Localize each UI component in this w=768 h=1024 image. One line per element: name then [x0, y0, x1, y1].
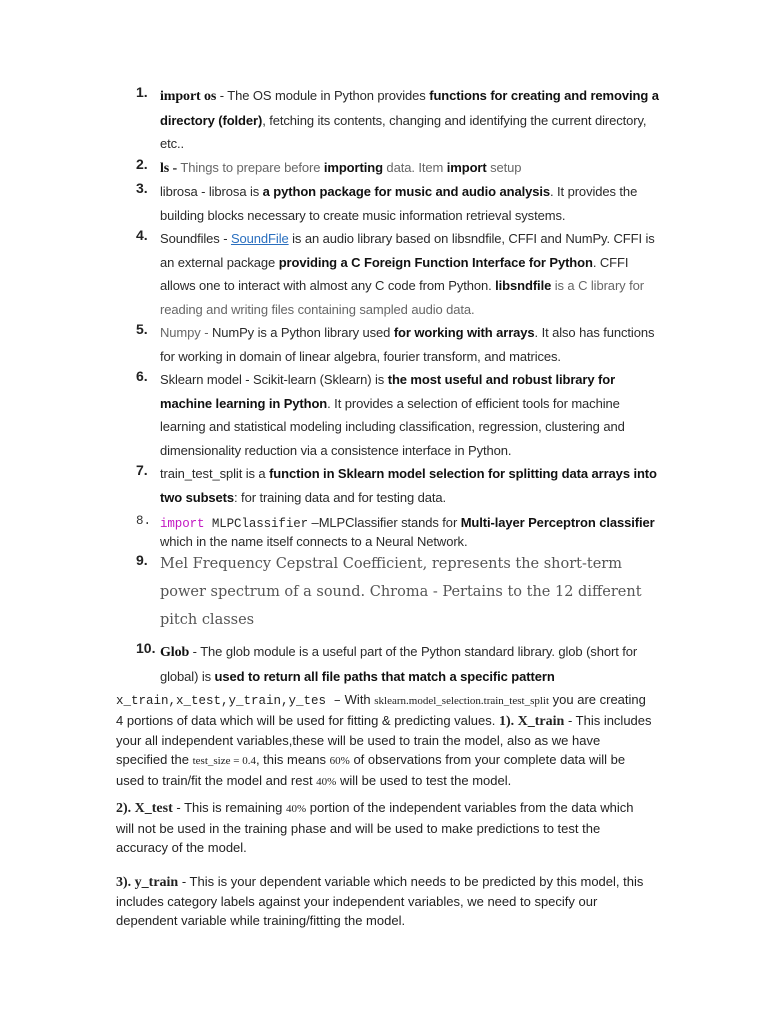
paragraph-y-train: 3). y_train - This is your dependent variable which needs to be predicted by this model, this includes category labels against your independent variables, we need to specify our dependent variable while training/fitting the model. — [116, 874, 644, 928]
list-number: 7. — [136, 462, 148, 478]
list-number: 2. — [136, 155, 148, 172]
list-number: 4. — [136, 227, 148, 243]
list-item-text: Numpy - NumPy is a Python library used for working with arrays. It also has functions for working in domain of linear algebra, fourier transform, and matrices. — [160, 325, 655, 364]
list-number: 9. — [136, 552, 148, 568]
list-item-text: Sklearn model - Scikit-learn (Sklearn) is the most useful and robust library for machine learning in Python. It provides a selection of efficient tools for machine learning and statistical modeling including classification, regression, clustering and dimensionality reduction via a consistence interface in Python. — [160, 372, 625, 458]
list-number: 3. — [136, 180, 148, 196]
list-item — [0, 227, 768, 321]
list-item — [0, 180, 768, 227]
list-item — [0, 84, 768, 156]
list-item-text: ls - Things to prepare before importing data. Item import setup — [160, 159, 522, 176]
list-item-text: Mel Frequency Cepstral Coefficient, represents the short-term power spectrum of a sound. Chroma - Pertains to the 12 different pitch classes — [160, 556, 642, 628]
list-item-text: train_test_split is a function in Sklearn model selection for splitting data arrays into two subsets: for training data and for testing data. — [160, 466, 657, 505]
list-item — [0, 550, 768, 634]
numbered-list — [0, 84, 768, 688]
list-item-text: librosa - librosa is a python package for music and audio analysis. It provides the building blocks necessary to create music information retrieval systems. — [160, 184, 638, 223]
list-item — [0, 368, 768, 462]
list-item-text: Glob - The glob module is a useful part of the Python standard library. glob (short for global) is used to return all file paths that match a specific pattern — [160, 644, 638, 684]
list-item — [0, 509, 768, 550]
soundfile-link[interactable]: SoundFile — [230, 231, 289, 246]
list-item — [0, 321, 768, 368]
list-number: 1. — [136, 84, 148, 100]
list-number: 8. — [136, 514, 152, 528]
list-item — [0, 156, 768, 181]
list-item-text: Soundfiles - SoundFile is an audio library based on libsndfile, CFFI and NumPy. CFFI is an external package providing a C Foreign Function Interface for Python. CFFI allows one to interact with almost any C code from Python. libsndfile is a C library for reading and writing files containing sampled audio data. — [160, 231, 655, 317]
list-number: 5. — [136, 321, 148, 337]
paragraph-train-test-split: x_train,x_test,y_train,y_tes – With sklearn.model_selection.train_test_split you are creating 4 portions of data which will be used for fitting & predicting values. 1). X_train - This includes your all independent variables,these will be used to train the model, also as we have specified the test_size = 0.4, this means 60% of observations from your complete data will be used to train/fit the model and rest 40% will be used to test the model. — [116, 692, 652, 788]
code-identifier: MLPClassifier — [204, 517, 309, 531]
list-item — [0, 462, 768, 509]
list-number: 10. — [136, 640, 156, 656]
list-number: 6. — [136, 368, 148, 384]
list-item-text: import MLPClassifier –MLPClassifier stands for Multi-layer Perceptron classifier which in the name itself connects to a Neural Network. — [160, 515, 655, 549]
code-keyword: import — [160, 517, 205, 531]
list-item-text: import os - The OS module in Python provides functions for creating and removing a directory (folder), fetching its contents, changing and identifying the current directory, etc.. — [160, 88, 659, 151]
paragraph-x-test: 2). X_test - This is remaining 40% portion of the independent variables from the data which will not be used in the training phase and will be used to make predictions to test the accuracy of the model. — [116, 800, 634, 855]
list-item — [0, 640, 768, 688]
